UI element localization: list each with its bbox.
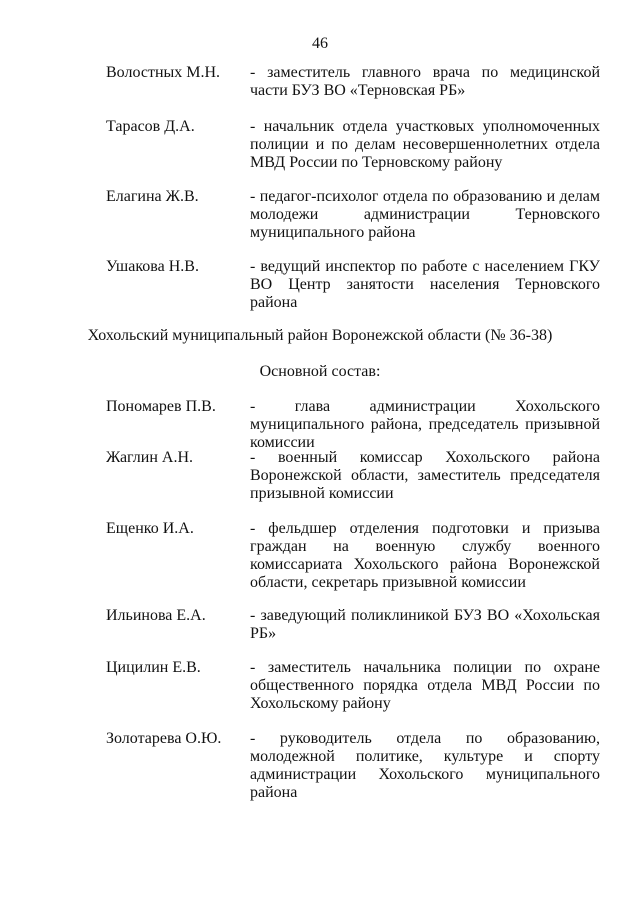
member-name: Волостных М.Н. [106, 64, 221, 81]
member-name: Жаглин А.Н. [106, 449, 194, 466]
member-name: Пономарев П.В. [106, 398, 216, 415]
member-name: Ушакова Н.В. [106, 258, 199, 275]
member-name: Елагина Ж.В. [106, 188, 199, 205]
member-role: - глава администрации Хохольского муниципального района, председатель призывной комиссии [250, 398, 600, 451]
district-heading: Хохольский муниципальный район Воронежской области (№ 36-38) [87, 327, 553, 344]
section-heading: Основной состав: [259, 363, 381, 380]
member-role: - заместитель начальника полиции по охране общественного порядка отдела МВД России по Хохольскому району [250, 659, 600, 712]
member-role: - руководитель отдела по образованию, молодежной политике, культуре и спорту администрации Хохольского муниципального района [250, 730, 600, 801]
member-role: - фельдшер отделения подготовки и призыва граждан на военную службу военного комиссариата Хохольского района Воронежской области, секретарь призывной комиссии [250, 520, 600, 591]
member-name: Тарасов Д.А. [106, 118, 195, 135]
member-role: - ведущий инспектор по работе с населением ГКУ ВО Центр занятости населения Терновского района [250, 258, 600, 311]
member-role: - военный комиссар Хохольского района Воронежской области, заместитель председателя призывной комиссии [250, 449, 600, 502]
member-name: Ильинова Е.А. [106, 607, 206, 624]
member-name: Цицилин Е.В. [106, 659, 201, 676]
member-role: - заместитель главного врача по медицинской части БУЗ ВО «Терновская РБ» [250, 64, 600, 99]
member-role: - начальник отдела участковых уполномоченных полиции и по делам несовершеннолетних отдела МВД России по Терновскому району [250, 118, 600, 171]
member-name: Золотарева О.Ю. [106, 730, 222, 747]
member-role: - педагог-психолог отдела по образованию и делам молодежи администрации Терновского муниципального района [250, 188, 600, 241]
page-number: 46 [312, 35, 328, 52]
member-name: Ещенко И.А. [106, 520, 194, 537]
member-role: - заведующий поликлиникой БУЗ ВО «Хохольская РБ» [250, 607, 600, 642]
